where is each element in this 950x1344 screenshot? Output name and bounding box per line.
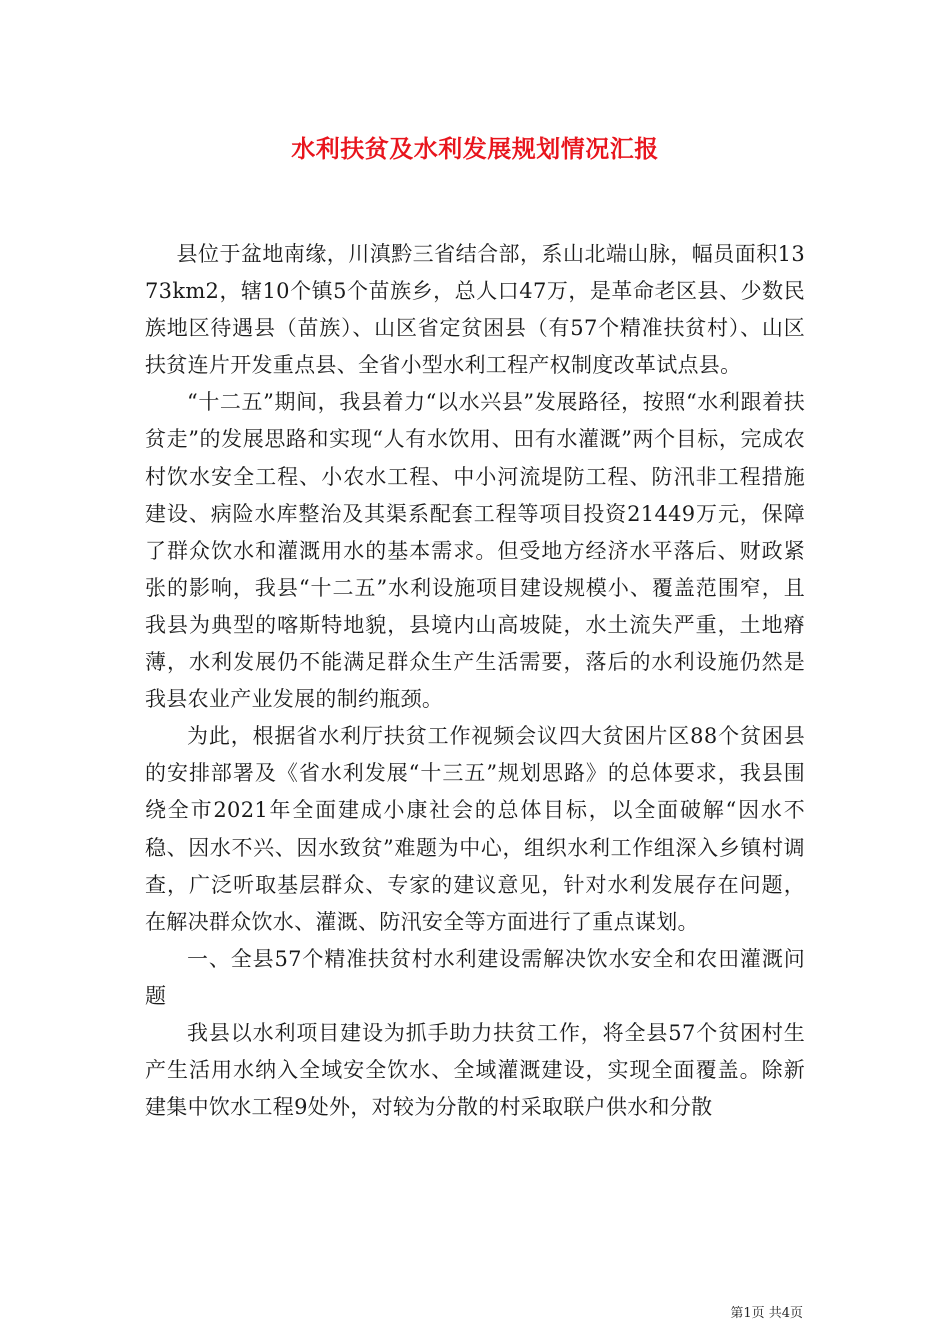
- document-title: 水利扶贫及水利发展规划情况汇报: [291, 134, 659, 163]
- paragraph-water-projects: 我县以水利项目建设为抓手助力扶贫工作，将全县57个贫困村生产生活用水纳入全域安全饮水、全域灌溉建设，实现全面覆盖。除新建集中饮水工程9处外，对较为分散的村采取联户供水和分散: [145, 1020, 805, 1120]
- paragraph-intro: 县位于盆地南缘，川滇黔三省结合部，系山北端山脉，幅员面积1373km2，辖10个镇5个苗族乡，总人口47万，是革命老区县、少数民族地区待遇县（苗族）、山区省定贫困县（有57个精准扶贫村）、山区扶贫连片开发重点县、全省小型水利工程产权制度改革试点县。: [145, 242, 805, 378]
- paragraph-planning: 为此，根据省水利厅扶贫工作视频会议四大贫困片区88个贫困县的安排部署及《省水利发展“十三五”规划思路》的总体要求，我县围绕全市2021年全面建成小康社会的总体目标，以全面破解“因水不稳、因水不兴、因水致贫”难题为中心，组织水利工作组深入乡镇村调查，广泛听取基层群众、专家的建议意见，针对水利发展存在问题，在解决群众饮水、灌溉、防汛安全等方面进行了重点谋划。: [145, 724, 805, 934]
- document-body: [145, 236, 805, 1126]
- page-number: 第1页 共4页: [730, 1306, 803, 1321]
- paragraph-twelfth-plan: “十二五”期间，我县着力“以水兴县”发展路径，按照“水利跟着扶贫走”的发展思路和实现“人有水饮用、田有水灌溉”两个目标，完成农村饮水安全工程、小农水工程、中小河流堤防工程、防汛非工程措施建设、病险水库整治及其渠系配套工程等项目投资21449万元，保障了群众饮水和灌溉用水的基本需求。但受地方经济水平落后、财政紧张的影响，我县“十二五”水利设施项目建设规模小、覆盖范围窄，且我县为典型的喀斯特地貌，县境内山高坡陡，水土流失严重，土地瘠薄，水利发展仍不能满足群众生产生活需要，落后的水利设施仍然是我县农业产业发展的制约瓶颈。: [145, 390, 805, 712]
- section-heading-one: 一、全县57个精准扶贫村水利建设需解决饮水安全和农田灌溉问题: [145, 946, 805, 1008]
